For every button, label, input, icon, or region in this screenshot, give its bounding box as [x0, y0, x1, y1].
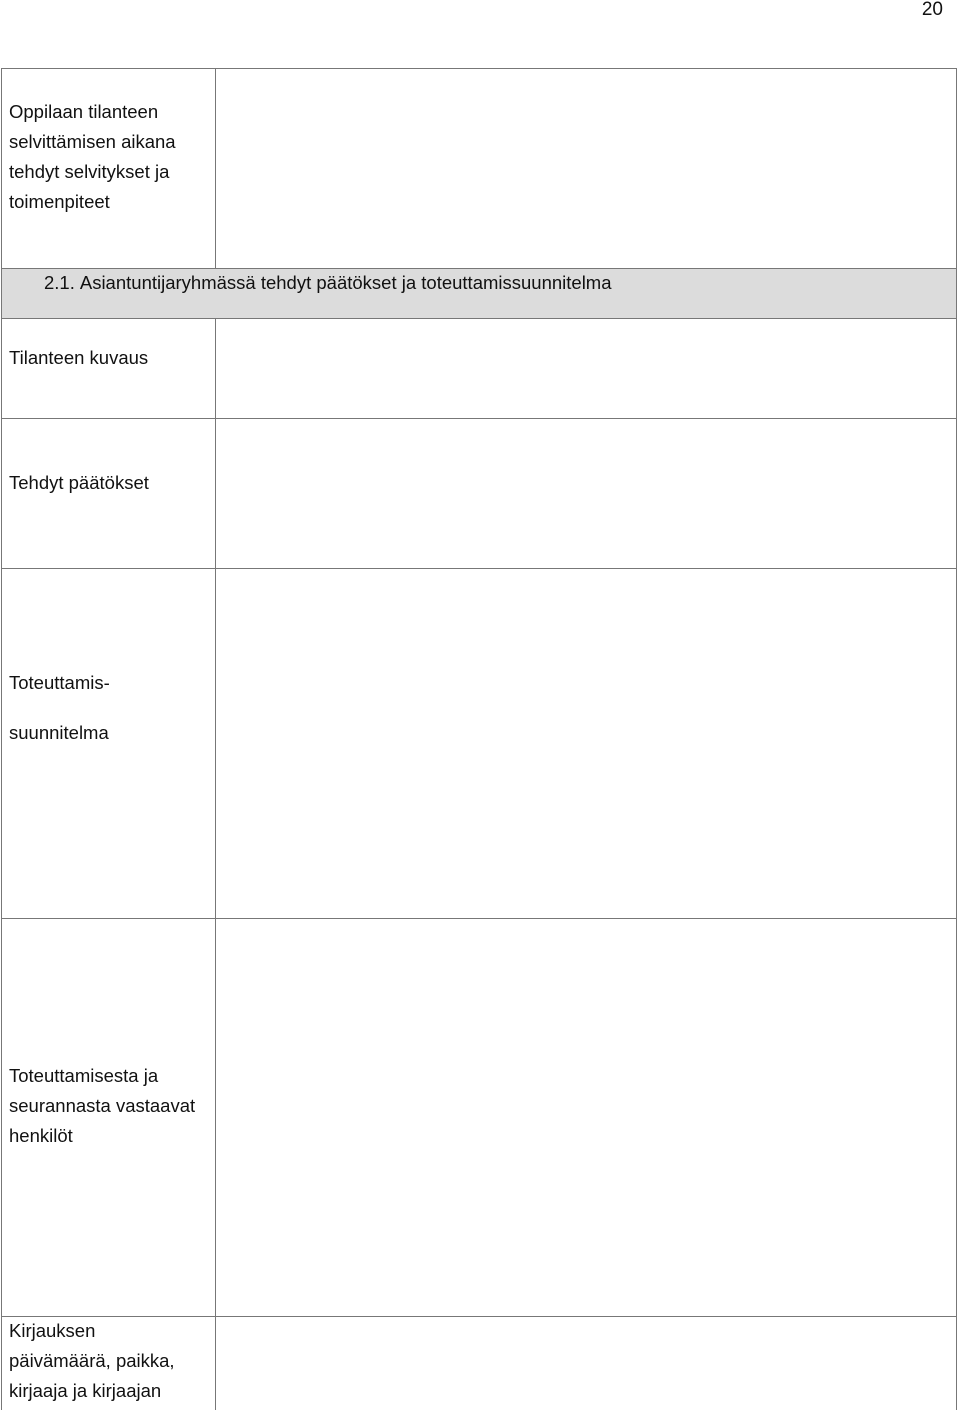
row-label: [1, 1316, 216, 1410]
section-title: Asiantuntijaryhmässä tehdyt päätökset ja toteuttamissuunnitelma: [79, 272, 612, 293]
row-label: [1, 568, 216, 919]
situation-field[interactable]: [215, 318, 957, 419]
label-line: päivämäärä, paikka,: [9, 1350, 175, 1371]
entry-date-field[interactable]: [215, 1316, 957, 1410]
decisions-field[interactable]: [215, 418, 957, 569]
row-label: [1, 418, 216, 569]
section-header: [1, 268, 957, 319]
page-number: 20: [921, 0, 943, 20]
form-row-plan: [1, 568, 957, 919]
section-number: 2.1.: [44, 272, 75, 293]
label-line: selvittämisen aikana: [9, 131, 176, 152]
label-line: Toteuttamisesta ja: [9, 1065, 159, 1086]
form-row-investigations: [1, 68, 957, 269]
label-line: Toteuttamis-: [9, 672, 110, 693]
label-line: seurannasta vastaavat: [9, 1095, 196, 1116]
responsible-field[interactable]: [215, 918, 957, 1317]
row-label: [1, 68, 216, 269]
investigations-field[interactable]: [215, 68, 957, 269]
row-label: [1, 918, 216, 1317]
label-line: Tilanteen kuvaus: [9, 347, 149, 368]
form-row-entry-date: [1, 1316, 957, 1410]
form-row-responsible: [1, 918, 957, 1317]
plan-field[interactable]: [215, 568, 957, 919]
row-label: [1, 318, 216, 419]
form-row-decisions: [1, 418, 957, 569]
form-row-situation: [1, 318, 957, 419]
label-line: Tehdyt päätökset: [9, 472, 149, 493]
label-line: henkilöt: [9, 1125, 73, 1146]
label-line: kirjaaja ja kirjaajan: [9, 1380, 162, 1401]
label-line: toimenpiteet: [9, 191, 110, 212]
label-line: Kirjauksen: [9, 1320, 96, 1341]
label-line: tehdyt selvitykset ja: [9, 161, 170, 182]
label-line: suunnitelma: [9, 722, 109, 743]
label-line: Oppilaan tilanteen: [9, 101, 159, 122]
